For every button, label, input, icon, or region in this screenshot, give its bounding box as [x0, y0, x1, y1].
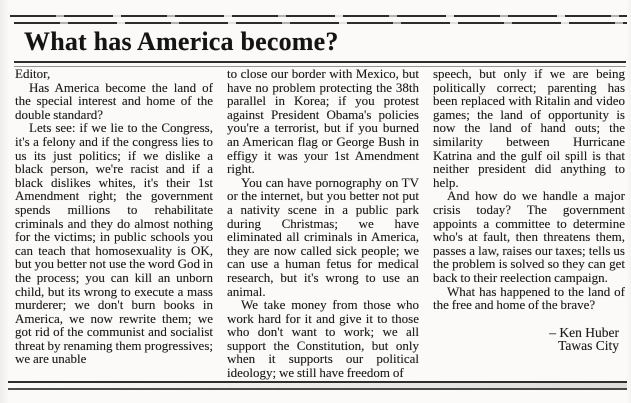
bottom-rule [8, 381, 627, 390]
paragraph: What has happened to the land of the free and home of the brave? [433, 283, 625, 313]
column-2-text [227, 67, 419, 380]
article-body [15, 67, 625, 380]
column-2 [227, 67, 419, 380]
article-headline: What has America become? [24, 27, 339, 56]
paragraph: And how do we handle a major crisis today? The government appoints a committee to determine who's at fault, then threatens them, passes a law, raises our taxes; tells us the problem is solved so they can get back to their reelection campaign. [433, 188, 625, 285]
paragraph: Editor, [15, 66, 51, 81]
column-3-text [433, 67, 625, 312]
signature-city: Tawas City [558, 338, 619, 354]
paragraph: to close our border with Mexico, but have no problem protecting the 38th parallel in Korea; if you protest against President Obama's policies you're a terrorist, but if you burned an American flag or George Bush in effigy it was your 1st Amendment right. [227, 66, 419, 177]
paragraph: We take money from those who work hard for it and give it to those who don't want to work; we all support the Constitution, but only when it supports our political ideology; we still have freedom of [227, 297, 419, 381]
paragraph: Lets see: if we lie to the Congress, it's a felony and if the congress lies to us its just politics; if we dislike a black person, we're racist and if a black dislikes whites, it's their 1st Amendment right; the government spends millions to rehabilitate criminals and they do almost nothing for the victims; in public schools you can teach that homosexuality is OK, but you better not use the word God in the process; you can kill an unborn child, but its wrong to execute a mass murderer; we don't burn books in America, we now rewrite them; we got rid of the communist and socialist threat by renaming them progressives; we are unable [15, 120, 213, 367]
column-3 [433, 67, 625, 380]
paragraph: Has America become the land of the special interest and home of the double standard? [15, 79, 213, 122]
signature-name: – Ken Huber [549, 324, 619, 340]
top-rule-inner [14, 22, 627, 24]
top-rule-outer [10, 15, 627, 17]
column-1 [15, 67, 213, 380]
column-1-text [15, 67, 213, 366]
paragraph: speech, but only if we are being politically correct; parenting has been replaced with Ritalin and video games; the land of opportunity is now the land of hand outs; the similarity between Hurricane Katrina and the gulf oil spill is that neither president did anything to help. [433, 66, 625, 190]
paragraph: You can have pornography on TV or the internet, but you better not put a nativity scene in a public park during Christmas; we have eliminated all criminals in America, they are now called sick people; we can use a human fetus for medical research, but it's wrong to use an animal. [227, 174, 419, 299]
signature-block [433, 326, 625, 354]
